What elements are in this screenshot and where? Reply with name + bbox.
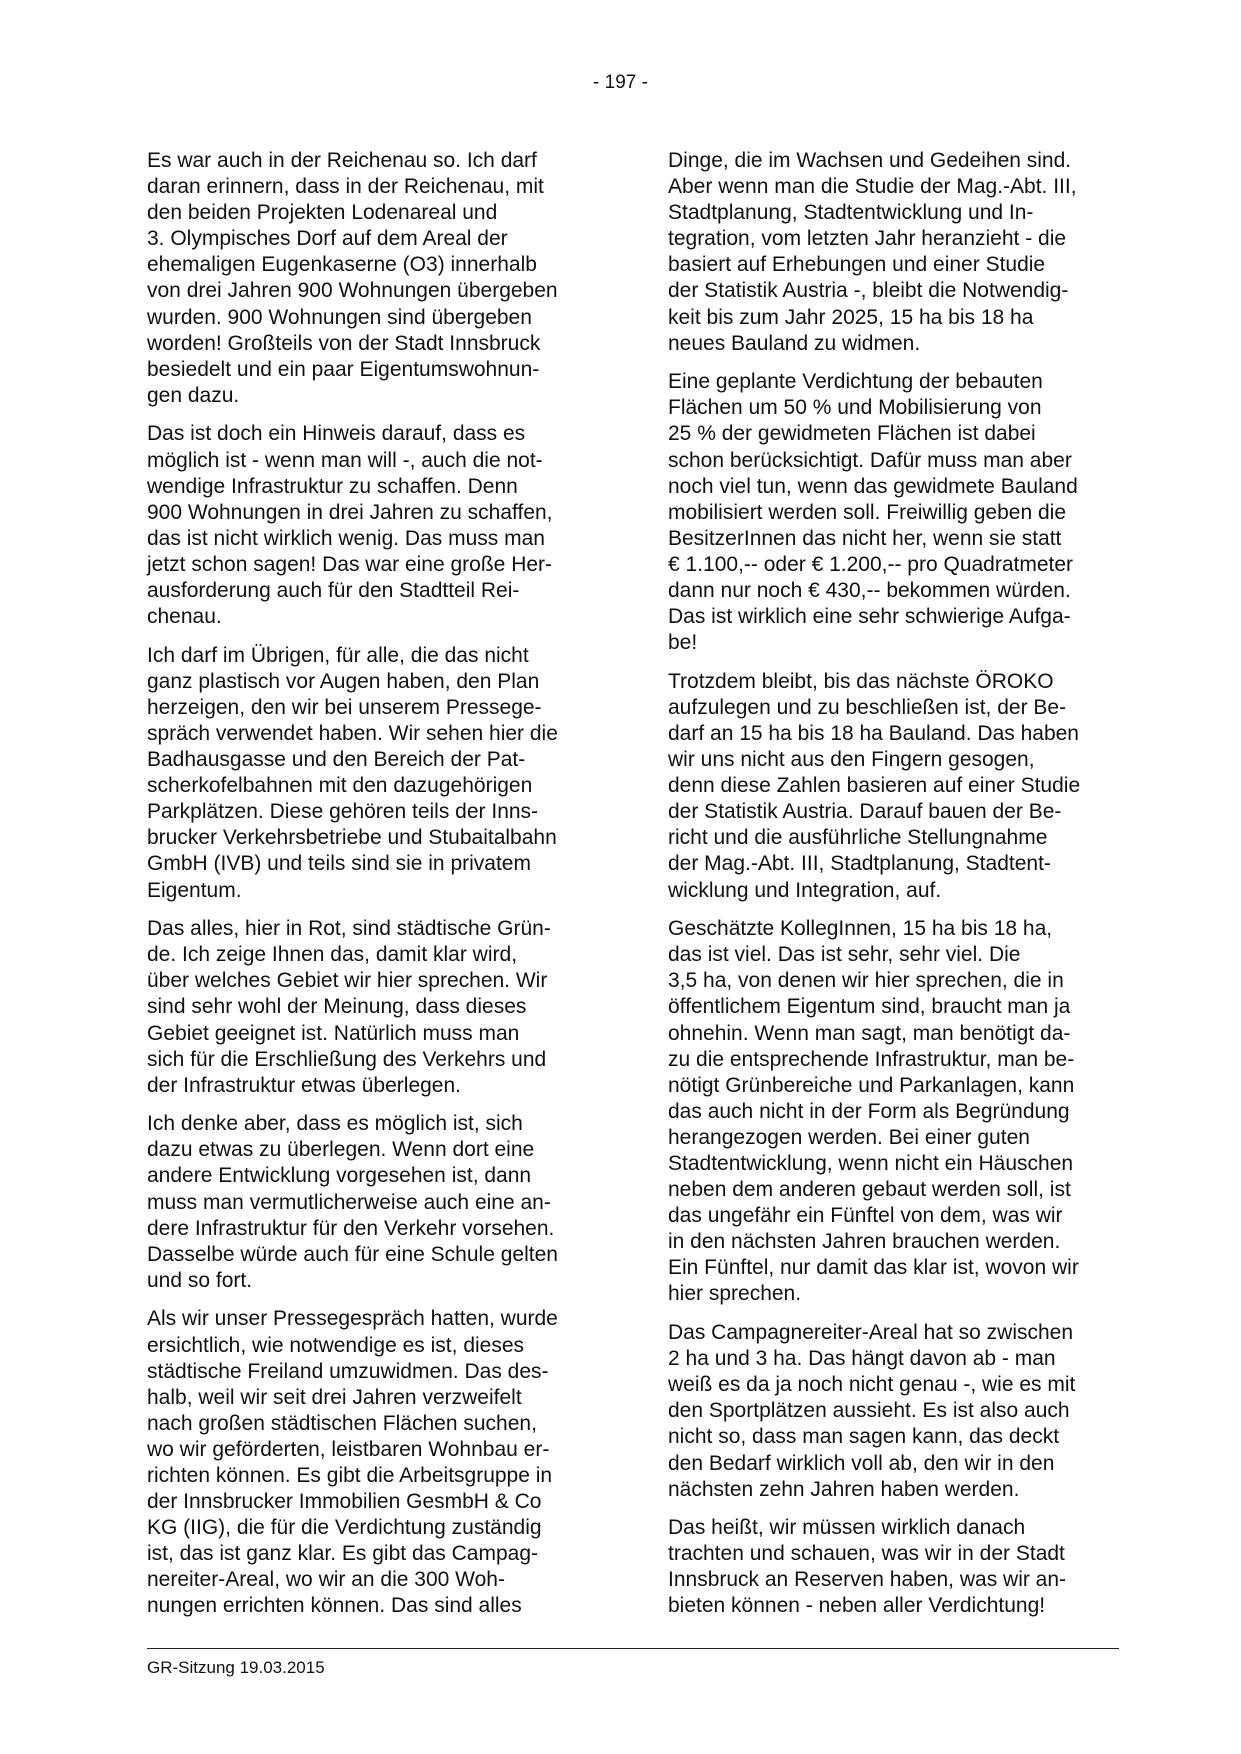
- paragraph: [147, 1111, 617, 1294]
- text-line: Eine geplante Verdichtung der bebauten: [668, 370, 1043, 394]
- text-line: das ist nicht wirklich wenig. Das muss man: [147, 526, 545, 550]
- text-line: sind sehr wohl der Meinung, dass dieses: [147, 995, 527, 1019]
- text-line: denn diese Zahlen basieren auf einer Studie: [668, 774, 1081, 798]
- text-line: Das Campagnereiter-Areal hat so zwischen: [668, 1321, 1074, 1345]
- text-line: über welches Gebiet wir hier sprechen. Wir: [147, 969, 548, 993]
- text-line: richten können. Es gibt die Arbeitsgruppe in: [147, 1464, 553, 1487]
- text-line: aufzulegen und zu beschließen ist, der Be-: [668, 695, 1067, 719]
- text-line: wendige Infrastruktur zu schaffen. Denn: [147, 474, 518, 498]
- text-line: der Mag.-Abt. III, Stadtplanung, Stadtent-: [668, 852, 1051, 876]
- text-line: den Bedarf wirklich voll ab, den wir in den: [668, 1451, 1055, 1475]
- text-line: schon berücksichtigt. Dafür muss man aber: [668, 448, 1072, 472]
- text-line: Ein Fünftel, nur damit das klar ist, wovon wir: [668, 1256, 1079, 1280]
- text-line: GmbH (IVB) und teils sind sie in privatem: [147, 852, 531, 876]
- text-line: gen dazu.: [147, 383, 240, 407]
- text-line: jetzt schon sagen! Das war eine große Her-: [147, 552, 553, 576]
- text-line: bieten können - neben aller Verdichtung!: [668, 1594, 1046, 1618]
- text-line: Gebiet geeignet ist. Natürlich muss man: [147, 1021, 520, 1045]
- text-line: spräch verwendet haben. Wir sehen hier die: [147, 721, 558, 745]
- text-line: nach großen städtischen Flächen suchen,: [147, 1411, 537, 1435]
- text-line: 3. Olympisches Dorf auf dem Areal der: [147, 227, 508, 251]
- text-line: tegration, vom letzten Jahr heranzieht - die: [668, 227, 1067, 251]
- text-line: das ist viel. Das ist sehr, sehr viel. Die: [668, 943, 1021, 967]
- left-column: [147, 148, 617, 1632]
- text-line: Ich denke aber, dass es möglich ist, sich: [147, 1112, 523, 1136]
- paragraph: [668, 669, 1138, 904]
- text-line: Das heißt, wir müssen wirklich danach: [668, 1516, 1026, 1540]
- text-line: sich für die Erschließung des Verkehrs und: [147, 1047, 547, 1071]
- text-line: herzeigen, den wir bei unserem Pressege-: [147, 695, 542, 719]
- text-line: Geschätzte KollegInnen, 15 ha bis 18 ha,: [668, 917, 1053, 941]
- text-line: der Statistik Austria -, bleibt die Notwendig-: [668, 279, 1069, 303]
- text-line: noch viel tun, wenn das gewidmete Bauland: [668, 474, 1078, 498]
- text-line: weiß es da ja noch nicht genau -, wie es mit: [668, 1373, 1076, 1397]
- text-line: de. Ich zeige Ihnen das, damit klar wird,: [147, 943, 518, 967]
- text-line: mobilisiert werden soll. Freiwillig geben die: [668, 500, 1067, 524]
- text-line: der Statistik Austria. Darauf bauen der Be-: [668, 800, 1062, 824]
- text-line: dere Infrastruktur für den Verkehr vorsehen.: [147, 1216, 555, 1240]
- text-line: be!: [668, 631, 698, 655]
- text-line: Stadtplanung, Stadtentwicklung und In-: [668, 201, 1034, 225]
- text-line: Das ist wirklich eine sehr schwierige Aufga-: [668, 605, 1071, 629]
- text-line: Dinge, die im Wachsen und Gedeihen sind.: [668, 149, 1072, 172]
- text-line: brucker Verkehrsbetriebe und Stubaitalbahn: [147, 826, 557, 850]
- text-line: 2 ha und 3 ha. Das hängt davon ab - man: [668, 1347, 1056, 1371]
- text-line: das ungefähr ein Fünftel von dem, was wir: [668, 1204, 1063, 1228]
- text-line: besiedelt und ein paar Eigentumswohnun-: [147, 357, 540, 381]
- text-line: ehemaligen Eugenkaserne (O3) innerhalb: [147, 253, 537, 277]
- text-line: in den nächsten Jahren brauchen werden.: [668, 1230, 1061, 1254]
- text-line: hier sprechen.: [668, 1282, 802, 1306]
- text-line: scherkofelbahnen mit den dazugehörigen: [147, 774, 533, 798]
- text-line: öffentlichem Eigentum sind, braucht man ja: [668, 995, 1071, 1019]
- paragraph: [668, 369, 1138, 656]
- text-line: ist, das ist ganz klar. Es gibt das Campag-: [147, 1542, 539, 1566]
- text-line: Aber wenn man die Studie der Mag.-Abt. III,: [668, 175, 1077, 199]
- text-line: nicht so, dass man sagen kann, das deckt: [668, 1425, 1060, 1449]
- text-line: den beiden Projekten Lodenareal und: [147, 201, 498, 225]
- paragraph: [668, 1515, 1138, 1619]
- text-line: herangezogen werden. Bei einer guten: [668, 1125, 1030, 1149]
- paragraph: [147, 421, 617, 630]
- text-line: keit bis zum Jahr 2025, 15 ha bis 18 ha: [668, 305, 1034, 329]
- text-line: und so fort.: [147, 1268, 253, 1292]
- paragraph: [147, 916, 617, 1099]
- text-line: wurden. 900 Wohnungen sind übergeben: [147, 305, 532, 329]
- text-line: richt und die ausführliche Stellungnahme: [668, 826, 1048, 850]
- footer-session-date: GR-Sitzung 19.03.2015: [147, 1658, 325, 1677]
- text-line: trachten und schauen, was wir in der Stadt: [668, 1542, 1065, 1566]
- text-line: muss man vermutlicherweise auch eine an-: [147, 1190, 551, 1214]
- text-line: basiert auf Erhebungen und einer Studie: [668, 253, 1046, 277]
- footer-divider: [147, 1648, 1119, 1649]
- text-line: der Innsbrucker Immobilien GesmbH & Co: [147, 1490, 542, 1514]
- right-column: [668, 148, 1138, 1632]
- text-line: nächsten zehn Jahren haben werden.: [668, 1477, 1020, 1501]
- text-line: ersichtlich, wie notwendige es ist, dieses: [147, 1333, 525, 1357]
- text-line: nötigt Grünbereiche und Parkanlagen, kann: [668, 1073, 1075, 1097]
- text-line: Das ist doch ein Hinweis darauf, dass es: [147, 422, 526, 446]
- paragraph: [668, 1320, 1138, 1503]
- text-line: neues Bauland zu widmen.: [668, 331, 921, 355]
- text-line: Stadtentwicklung, wenn nicht ein Häuschen: [668, 1151, 1074, 1175]
- text-line: Innsbruck an Reserven haben, was wir an-: [668, 1568, 1067, 1592]
- text-line: nereiter-Areal, wo wir an die 300 Woh-: [147, 1568, 505, 1592]
- text-line: 900 Wohnungen in drei Jahren zu schaffen,: [147, 500, 553, 524]
- text-line: ausforderung auch für den Stadtteil Rei-: [147, 579, 520, 602]
- text-line: Trotzdem bleibt, bis das nächste ÖROKO: [668, 669, 1054, 693]
- text-line: neben dem anderen gebaut werden soll, ist: [668, 1178, 1071, 1202]
- text-line: KG (IIG), die für die Verdichtung zuständig: [147, 1516, 542, 1540]
- paragraph: [147, 643, 617, 904]
- text-line: Badhausgasse und den Bereich der Pat-: [147, 748, 526, 772]
- text-line: Als wir unser Pressegespräch hatten, wurde: [147, 1307, 558, 1331]
- paragraph: [147, 1306, 617, 1619]
- text-line: ohnehin. Wenn man sagt, man benötigt da-: [668, 1021, 1071, 1045]
- text-line: worden! Großteils von der Stadt Innsbruck: [147, 331, 541, 355]
- text-line: andere Entwicklung vorgesehen ist, dann: [147, 1164, 532, 1188]
- paragraph: [668, 148, 1138, 357]
- text-line: 3,5 ha, von denen wir hier sprechen, die in: [668, 969, 1064, 993]
- text-line: von drei Jahren 900 Wohnungen übergeben: [147, 279, 558, 303]
- text-line: Das alles, hier in Rot, sind städtische Grün-: [147, 917, 551, 941]
- text-line: halb, weil wir seit drei Jahren verzweifelt: [147, 1385, 522, 1409]
- text-line: das auch nicht in der Form als Begründung: [668, 1099, 1070, 1123]
- text-line: Es war auch in der Reichenau so. Ich darf: [147, 149, 537, 172]
- text-line: Parkplätzen. Diese gehören teils der Inns-: [147, 800, 539, 824]
- text-line: darf an 15 ha bis 18 ha Bauland. Das haben: [668, 721, 1079, 745]
- text-line: wir uns nicht aus den Fingern gesogen,: [668, 748, 1035, 772]
- text-line: zu die entsprechende Infrastruktur, man be-: [668, 1047, 1075, 1071]
- text-line: Eigentum.: [147, 878, 242, 902]
- text-line: Flächen um 50 % und Mobilisierung von: [668, 396, 1042, 420]
- text-line: den Sportplätzen aussieht. Es ist also auch: [668, 1399, 1070, 1423]
- text-line: BesitzerInnen das nicht her, wenn sie statt: [668, 526, 1062, 550]
- text-line: wicklung und Integration, auf.: [668, 878, 942, 902]
- text-line: Ich darf im Übrigen, für alle, die das nicht: [147, 643, 529, 667]
- text-line: dann nur noch € 430,-- bekommen würden.: [668, 579, 1071, 602]
- text-line: wo wir geförderten, leistbaren Wohnbau er-: [147, 1437, 550, 1461]
- text-line: Dasselbe würde auch für eine Schule gelten: [147, 1242, 558, 1266]
- text-line: € 1.100,-- oder € 1.200,-- pro Quadratmeter: [668, 552, 1074, 576]
- page-number: - 197 -: [593, 72, 648, 93]
- text-line: daran erinnern, dass in der Reichenau, mit: [147, 175, 544, 199]
- text-line: nungen errichten können. Das sind alles: [147, 1594, 522, 1618]
- text-line: möglich ist - wenn man will -, auch die not-: [147, 448, 543, 472]
- text-line: der Infrastruktur etwas überlegen.: [147, 1073, 461, 1097]
- text-line: chenau.: [147, 605, 222, 629]
- paragraph: [668, 916, 1138, 1307]
- text-line: dazu etwas zu überlegen. Wenn dort eine: [147, 1138, 535, 1162]
- text-line: ganz plastisch vor Augen haben, den Plan: [147, 669, 540, 693]
- paragraph: [147, 148, 617, 409]
- text-line: städtische Freiland umzuwidmen. Das des-: [147, 1359, 549, 1383]
- text-line: 25 % der gewidmeten Flächen ist dabei: [668, 422, 1036, 446]
